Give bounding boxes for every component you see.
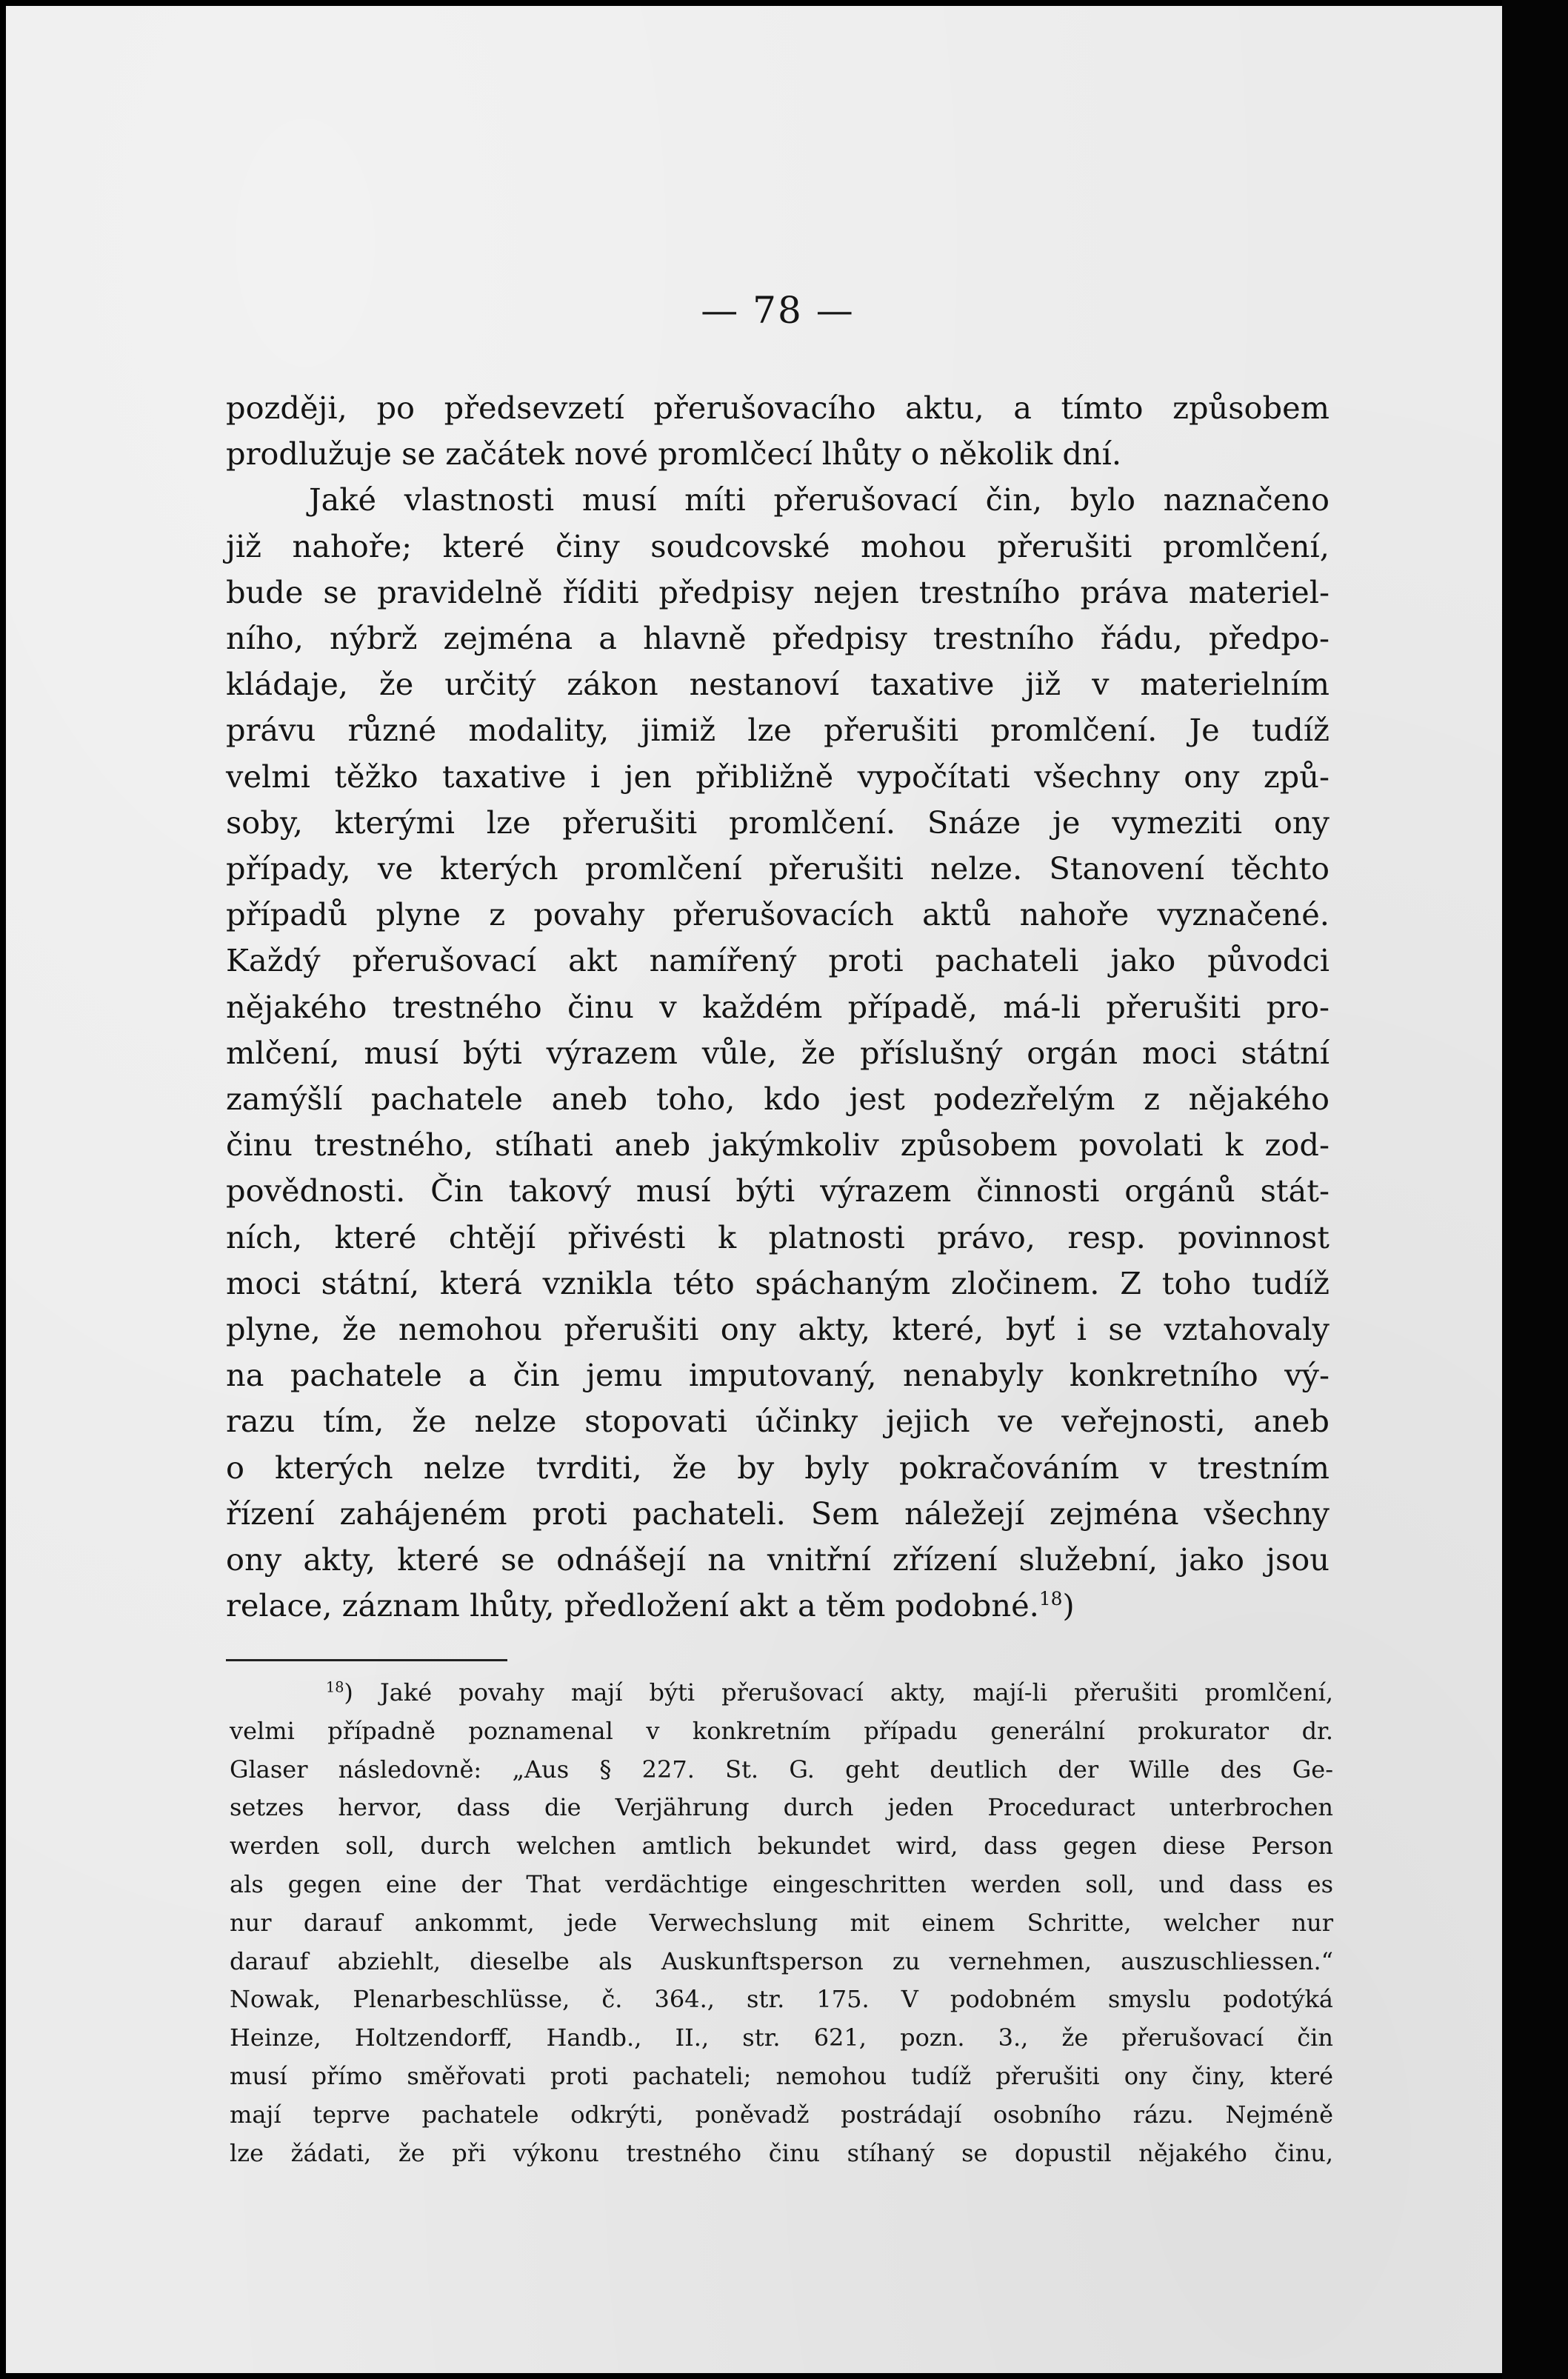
footnote-marker: 18	[326, 1678, 344, 1696]
scan-edge	[1502, 0, 1568, 2379]
text-line: prodlužuje se začátek nové promlčecí lhůty o několik dní.	[226, 436, 1122, 473]
text-line: o kterých nelze tvrditi, že by byly pokračováním v trestním	[226, 1449, 1330, 1486]
footnote-line: werden soll, durch welchen amtlich bekundet wird, dass gegen diese Person	[230, 1832, 1333, 1861]
footnote-line: mají teprve pachatele odkrýti, poněvadž postrádají osobního rázu. Nejméně	[230, 2100, 1333, 2129]
text-line: řízení zahájeném proti pachateli. Sem náležejí zejména všechny	[226, 1495, 1330, 1532]
text-line: Každý přerušovací akt namířený proti pachateli jako původci	[226, 942, 1330, 979]
text-line: soby, kterými lze přerušiti promlčení. Snáze je vymeziti ony	[226, 804, 1330, 841]
text-line: zamýšlí pachatele aneb toho, kdo jest podezřelým z nějakého	[226, 1081, 1330, 1118]
text-line: na pachatele a čin jemu imputovaný, nenabyly konkretního vý-	[226, 1357, 1330, 1394]
footnote-reference: 18	[1038, 1588, 1063, 1610]
text-line: velmi těžko taxative i jen přibližně vypočítati všechny ony způ-	[226, 758, 1330, 795]
footnote-line	[230, 1674, 1333, 1712]
text-line: bude se pravidelně říditi předpisy nejen trestního práva materiel-	[226, 573, 1330, 610]
text-line-last	[226, 1583, 1330, 1629]
text-line: ních, které chtějí přivésti k platnosti právo, resp. povinnost	[226, 1218, 1330, 1255]
text-line: Jaké vlastnosti musí míti přerušovací čin, bylo naznačeno	[309, 481, 1330, 518]
text-line: ony akty, které se odnášejí na vnitřní zřízení služební, jako jsou	[226, 1541, 1330, 1578]
text-line: moci státní, která vznikla této spáchaným zločinem. Z toho tudíž	[226, 1264, 1330, 1301]
footnote-line: musí přímo směřovati proti pachateli; nemohou tudíž přerušiti ony činy, které	[230, 2061, 1333, 2090]
text-line: již nahoře; které činy soudcovské mohou přerušiti promlčení,	[226, 527, 1330, 564]
main-text	[226, 385, 1330, 1629]
footnote-line: velmi případně poznamenal v konkretním případu generální prokurator dr.	[230, 1716, 1333, 1745]
footnote-line: Nowak, Plenarbeschlüsse, č. 364., str. 175. V podobném smyslu podotýká	[230, 1985, 1333, 2014]
text-line: právu různé modality, jimiž lze přerušiti promlčení. Je tudíž	[226, 712, 1330, 749]
footnote-line: Glaser následovně: „Aus § 227. St. G. geht deutlich der Wille des Ge-	[230, 1755, 1333, 1784]
text-line: ního, nýbrž zejména a hlavně předpisy trestního řádu, předpo-	[226, 620, 1330, 657]
footnote-line: setzes hervor, dass die Verjährung durch jeden Proceduract unterbrochen	[230, 1793, 1333, 1822]
footnote-line: lze žádati, že při výkonu trestného činu stíhaný se dopustil nějakého činu,	[230, 2138, 1333, 2167]
footnote-divider	[226, 1659, 507, 1661]
text-line: plyne, že nemohou přerušiti ony akty, které, byť i se vztahovaly	[226, 1311, 1330, 1348]
page-number: — 78 —	[701, 289, 855, 332]
footnote-marker-close: )	[344, 1678, 353, 1706]
text-line: mlčení, musí býti výrazem vůle, že příslušný orgán moci státní	[226, 1034, 1330, 1071]
text-line-content: relace, záznam lhůty, předložení akt a těm podobné.	[226, 1587, 1039, 1624]
text-line: nějakého trestného činu v každém případě, má-li přerušiti pro-	[226, 988, 1330, 1025]
footnote-line: Heinze, Holtzendorff, Handb., II., str. 621, pozn. 3., že přerušovací čin	[230, 2023, 1333, 2052]
footnote-line: darauf abziehlt, dieselbe als Auskunftsperson zu vernehmen, auszuschliessen.“	[230, 1946, 1333, 1975]
text-line: případy, ve kterých promlčení přerušiti nelze. Stanovení těchto	[226, 850, 1330, 887]
text-line: razu tím, že nelze stopovati účinky jejich ve veřejnosti, aneb	[226, 1403, 1330, 1440]
footnote-reference-close: )	[1062, 1587, 1075, 1624]
footnote-first-line: Jaké povahy mají býti přerušovací akty, mají-li přerušiti promlčení,	[353, 1678, 1333, 1706]
text-line: kládaje, že určitý zákon nestanoví taxative již v materielním	[226, 666, 1330, 703]
text-line: později, po předsevzetí přerušovacího aktu, a tímto způsobem	[226, 390, 1330, 426]
text-line: činu trestného, stíhati aneb jakýmkoliv způsobem povolati k zod-	[226, 1127, 1330, 1164]
text-line: povědnosti. Čin takový musí býti výrazem činnosti orgánů stát-	[226, 1172, 1330, 1209]
footnote	[230, 1674, 1333, 2172]
text-line: případů plyne z povahy přerušovacích aktů nahoře vyznačené.	[226, 896, 1330, 933]
footnote-line: als gegen eine der That verdächtige eingeschritten werden soll, und dass es	[230, 1869, 1333, 1898]
footnote-line: nur darauf ankommt, jede Verwechslung mit einem Schritte, welcher nur	[230, 1908, 1333, 1937]
